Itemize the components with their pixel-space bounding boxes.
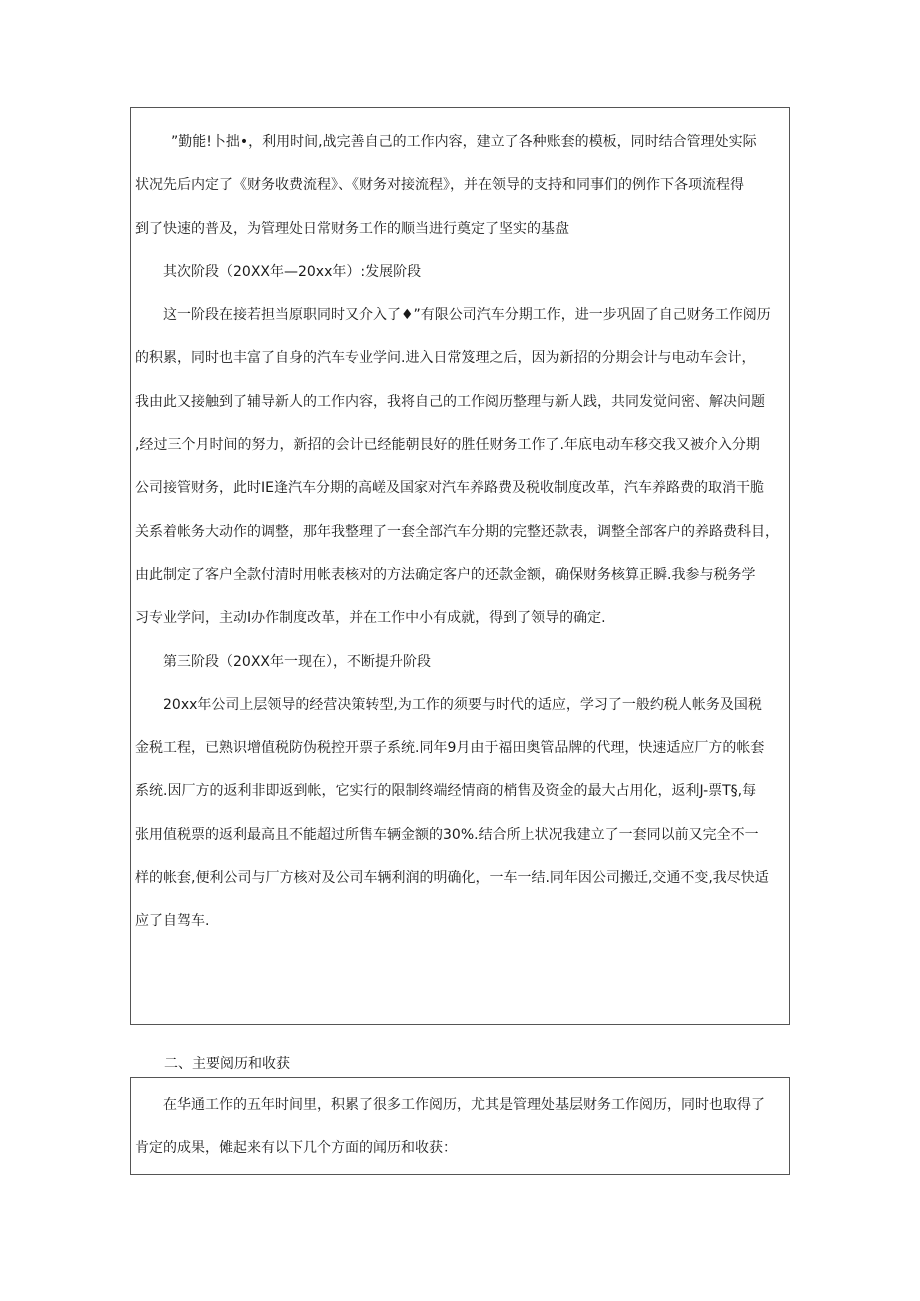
paragraph-2: [135, 1084, 785, 1171]
text-line: 我由此又接触到了辅导新人的工作内容，我将自己的工作阅历整理与新人践，共同发觉问密、解决问题: [135, 393, 765, 410]
text-line: 20xx年公司上层领导的经营决策转型,为工作的须要与时代的适应，学习了一般约税人帐务及国税: [163, 696, 762, 713]
section-heading-main-experience: 二、主要阅历和收获: [164, 1056, 290, 1072]
text-line: 样的帐套,便利公司与厂方核对及公司车辆利润的明确化，一车一结.同年因公司搬迁,交通不变,我尽快适: [135, 870, 769, 887]
text-line: 肯定的成果，傩起来有以下几个方面的闻历和收获：: [135, 1140, 457, 1157]
text-line: 系统.因厂方的返利非即返到帐，它实行的限制终端经情商的梢售及资金的最大占用化，返利J-票T§,每: [135, 783, 757, 800]
content-box-1: [130, 107, 790, 1025]
text-line: 由此制定了客户全款付清时用帐表核对的方法确定客户的还款金额，确保财务核算正瞬.我参与税务学: [135, 566, 756, 583]
text-line: 在华通工作的五年时间里，积累了很多工作阅历，尤其是管理处基层财务工作阅历，同时也取得了: [163, 1097, 765, 1113]
text-line: 金税工程，已熟识增值税防伪税控开票子系统.同年9月由于福田奥管品牌的代理，快速适应厂方的帐套: [135, 740, 765, 757]
text-line: 公司接管财务，此时IE逢汽车分期的高嵯及国家对汽车养路费及税收制度改革，汽车养路费的取消干脆: [135, 480, 764, 497]
section-heading-stage-3: 第三阶段（20XX年一现在），不断提升阶段: [163, 653, 431, 670]
text-line: ”勤能!卜拙•，利用时间,战完善自己的工作内容，建立了各种账套的模板，同时结合管理处实际: [171, 134, 757, 150]
text-line: 的积累，同时也丰富了自身的汽车专业学问.进入日常笈理之后，因为新招的分期会计与电动车会计，: [135, 350, 756, 367]
text-line: 到了快速的普及，为管理处日常财务工作的顺当进行奠定了坚实的基盘: [135, 220, 569, 237]
text-line: 状况先后内定了《财务收费流程》、《财务对接流程》，并在领导的支持和同事们的例作下各项流程得: [135, 177, 744, 194]
content-box-2: [130, 1077, 790, 1175]
section-heading-stage-2: 其次阶段（20XX年—20xx年）:发展阶段: [163, 263, 422, 280]
text-line: 关系着帐务大动作的调整，那年我整理了一套全部汽车分期的完整还款表，调整全部客户的养路费科目，: [135, 523, 779, 540]
paragraph-1: [135, 121, 785, 944]
text-line: 这一阶段在接若担当原职同时又介入了♦”有限公司汽车分期工作，进一步巩固了自己财务工作阅历: [163, 307, 771, 324]
text-line: 张用值税票的返利最高且不能超过所售车辆金额的30%.结合所上状况我建立了一套同以前又完全不一: [135, 826, 759, 843]
text-line: ,经过三个月时间的努力，新招的会计已经能朝艮好的胜任财务工作了.年底电动车移交我又被介入分期: [135, 437, 760, 454]
text-line: 应了自驾车.: [135, 913, 210, 930]
text-line: 习专业学问，主动I办作制度改革，并在工作中小有成就，得到了领导的确定.: [135, 610, 606, 627]
